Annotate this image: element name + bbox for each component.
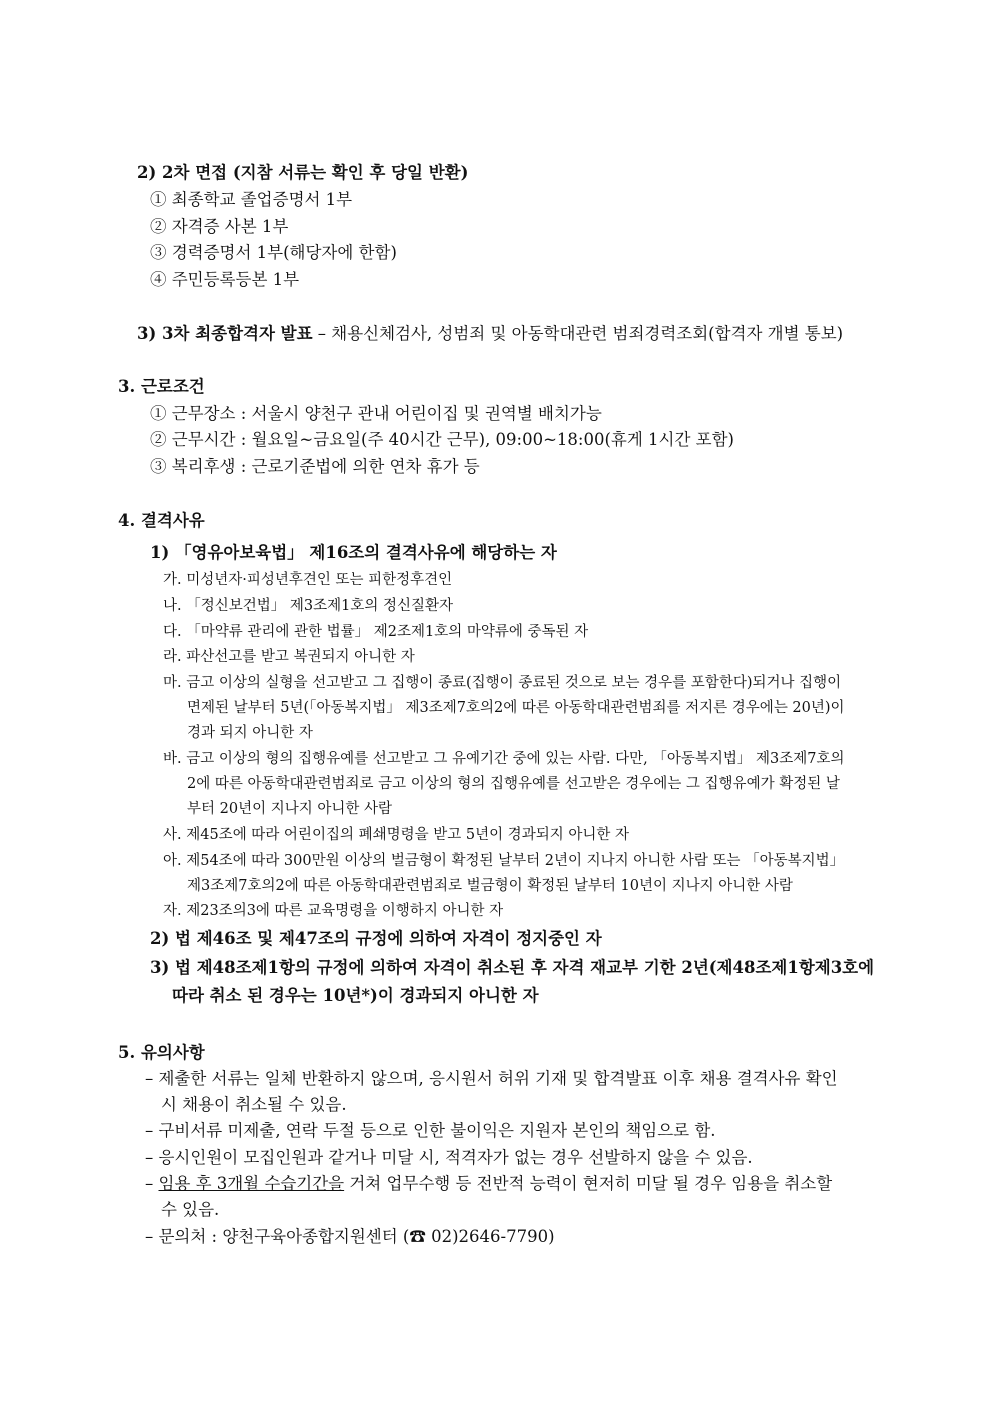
disqualification-sub-1: 1) 「영유아보육법」 제16조의 결격사유에 해당하는 자: [150, 543, 557, 562]
disqualification-ja: 자. 제23조의3에 따른 교육명령을 이행하지 아니한 자: [163, 903, 504, 919]
disqualification-ma-line-1: 마. 금고 이상의 실형을 선고받고 그 집행이 종료(집행이 종료된 것으로 보는 경우를 포함한다)되거나 집행이: [163, 675, 842, 691]
disqualification-a-line-1: 아. 제54조에 따라 300만원 이상의 벌금형이 확정된 날부터 2년이 지나지 아니한 사람 또는 「아동복지법」: [163, 853, 845, 869]
note-1-line-2: 시 채용이 취소될 수 있음.: [161, 1095, 347, 1114]
note-4-line-1: [145, 1174, 832, 1194]
interview-doc-4: ④ 주민등록등본 1부: [150, 270, 300, 289]
disqualification-ga: 가. 미성년자·피성년후견인 또는 피한정후견인: [163, 572, 453, 588]
note-4-rest: 거쳐 업무수행 등 전반적 능력이 현저히 미달 될 경우 임용을 취소할: [344, 1174, 833, 1193]
section-heading-notes: 5. 유의사항: [118, 1043, 205, 1062]
disqualification-ba-line-3: 부터 20년이 지나지 아니한 사람: [187, 801, 392, 817]
phone-icon: ☎: [409, 1227, 426, 1246]
interview-doc-2: ② 자격증 사본 1부: [150, 217, 289, 236]
contact-number: 02)2646-7790): [425, 1227, 555, 1246]
note-2: – 구비서류 미제출, 연락 두절 등으로 인한 불이익은 지원자 본인의 책임으로 함.: [145, 1121, 716, 1140]
section-heading-disqualification: 4. 결격사유: [118, 511, 205, 530]
note-4-underlined: 임용 후 3개월 수습기간을: [158, 1174, 345, 1193]
final-announcement-title: 3) 3차 최종합격자 발표: [137, 324, 313, 343]
note-4-dash: –: [145, 1174, 159, 1193]
condition-welfare: ③ 복리후생 : 근로기준법에 의한 연차 휴가 등: [150, 457, 480, 476]
disqualification-ma-line-2: 면제된 날부터 5년(「아동복지법」 제3조제7호의2에 따른 아동학대관련범죄를 저지른 경우에는 20년)이: [187, 700, 845, 716]
note-5-contact: [145, 1227, 555, 1247]
disqualification-sub-2: 2) 법 제46조 및 제47조의 규정에 의하여 자격이 정지중인 자: [150, 929, 602, 948]
disqualification-a-line-2: 제3조제7호의2에 따른 아동학대관련범죄로 벌금형이 확정된 날부터 10년이 지나지 아니한 사람: [187, 878, 793, 894]
disqualification-da: 다. 「마약류 관리에 관한 법률」 제2조제1호의 마약류에 중독된 자: [163, 624, 589, 640]
disqualification-sa: 사. 제45조에 따라 어린이집의 폐쇄명령을 받고 5년이 경과되지 아니한 자: [163, 827, 629, 843]
disqualification-na: 나. 「정신보건법」 제3조제1호의 정신질환자: [163, 598, 453, 614]
disqualification-sub-3-line-2: 따라 취소 된 경우는 10년*)이 경과되지 아니한 자: [172, 986, 539, 1005]
condition-hours: ② 근무시간 : 월요일~금요일(주 40시간 근무), 09:00~18:00(휴게 1시간 포함): [150, 430, 734, 449]
disqualification-ba-line-2: 2에 따른 아동학대관련범죄로 금고 이상의 형의 집행유예를 선고받은 경우에는 그 집행유예가 확정된 날: [187, 776, 840, 792]
interview-doc-3: ③ 경력증명서 1부(해당자에 한함): [150, 243, 397, 262]
disqualification-sub-3-line-1: 3) 법 제48조제1항의 규정에 의하여 자격이 취소된 후 자격 재교부 기한 2년(제48조제1항제3호에: [150, 958, 875, 977]
final-announcement-detail: – 채용신체검사, 성범죄 및 아동학대관련 범죄경력조회(합격자 개별 통보): [312, 324, 844, 343]
section-heading-conditions: 3. 근로조건: [118, 377, 205, 396]
final-announcement: [137, 324, 843, 344]
note-1-line-1: – 제출한 서류는 일체 반환하지 않으며, 응시원서 허위 기재 및 합격발표 이후 채용 결격사유 확인: [145, 1069, 838, 1088]
note-3: – 응시인원이 모집인원과 같거나 미달 시, 적격자가 없는 경우 선발하지 않을 수 있음.: [145, 1148, 753, 1167]
interview-doc-1: ① 최종학교 졸업증명서 1부: [150, 190, 353, 209]
disqualification-ra: 라. 파산선고를 받고 복권되지 아니한 자: [163, 649, 415, 665]
contact-label: – 문의처 : 양천구육아종합지원센터 (: [145, 1227, 410, 1246]
disqualification-ba-line-1: 바. 금고 이상의 형의 집행유예를 선고받고 그 유예기간 중에 있는 사람. 다만, 「아동복지법」 제3조제7호의: [163, 751, 845, 767]
disqualification-ma-line-3: 경과 되지 아니한 자: [187, 725, 313, 741]
note-4-line-2: 수 있음.: [161, 1200, 220, 1219]
condition-workplace: ① 근무장소 : 서울시 양천구 관내 어린이집 및 권역별 배치가능: [150, 404, 602, 423]
interview-step-title: 2) 2차 면접 (지참 서류는 확인 후 당일 반환): [137, 163, 469, 182]
